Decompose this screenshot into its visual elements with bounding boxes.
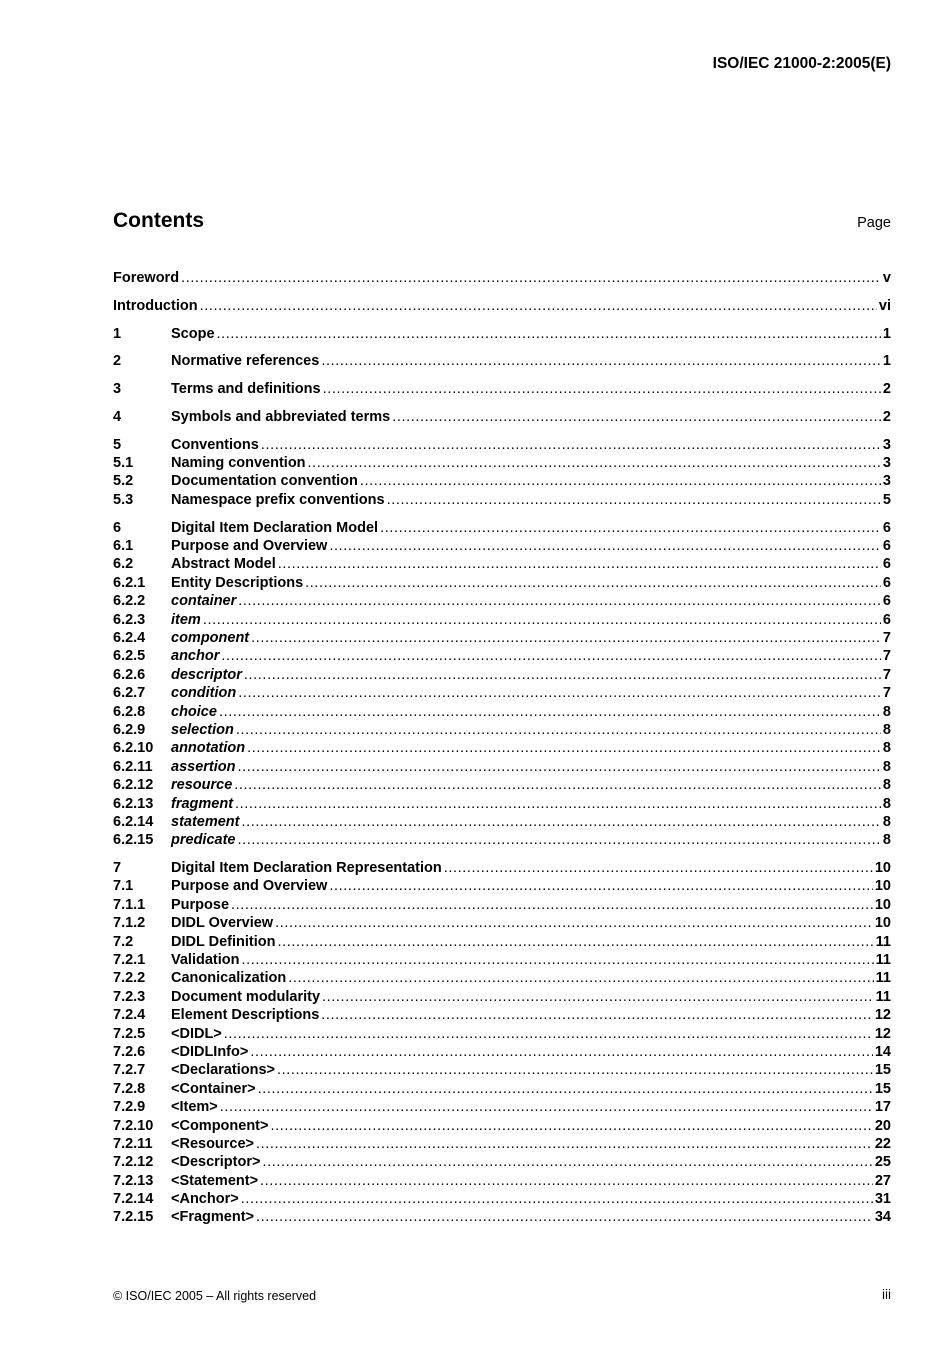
toc-dot-leader [236, 721, 881, 739]
toc-entry[interactable] [113, 436, 891, 454]
toc-entry-page: 17 [874, 1099, 891, 1116]
toc-dot-leader [235, 795, 881, 813]
toc-entry-title: resource [171, 777, 233, 794]
toc-dot-leader [256, 1135, 873, 1153]
toc-entry-number: 6.2.4 [113, 629, 146, 646]
toc-entry[interactable] [113, 1006, 891, 1024]
toc-entry-number: 6.2.6 [113, 666, 146, 683]
toc-entry-page: 11 [875, 970, 891, 987]
toc-entry-page: 6 [882, 538, 891, 555]
footer-copyright: © ISO/IEC 2005 – All rights reserved [113, 1289, 317, 1303]
toc-entry-title: Scope [171, 325, 215, 342]
toc-entry-page: 15 [874, 1062, 891, 1079]
toc-entry[interactable] [113, 325, 891, 343]
toc-entry[interactable] [113, 297, 891, 315]
toc-entry[interactable] [113, 758, 891, 776]
toc-dot-leader [308, 454, 881, 472]
toc-dot-leader [288, 969, 873, 987]
toc-entry-page: 8 [882, 795, 891, 812]
toc-dot-leader [321, 1006, 873, 1024]
toc-entry[interactable] [113, 684, 891, 702]
toc-entry-number: 7 [113, 860, 122, 877]
toc-entry-title: DIDL Overview [171, 915, 274, 932]
table-of-contents [113, 269, 891, 1227]
toc-dot-leader [277, 933, 873, 951]
toc-entry-title: condition [171, 685, 237, 702]
toc-entry[interactable] [113, 795, 891, 813]
toc-entry-title: <Statement> [171, 1172, 259, 1189]
toc-entry[interactable] [113, 969, 891, 987]
toc-entry[interactable] [113, 914, 891, 932]
toc-entry[interactable] [113, 1061, 891, 1079]
toc-entry-page: 6 [882, 611, 891, 628]
toc-entry-page: 25 [874, 1154, 891, 1171]
toc-entry[interactable] [113, 813, 891, 831]
toc-entry-number: 7.2.1 [113, 952, 146, 969]
toc-entry-title: Validation [171, 952, 240, 969]
toc-entry[interactable] [113, 1208, 891, 1226]
toc-entry[interactable] [113, 647, 891, 665]
toc-entry-title: <DIDLInfo> [171, 1043, 249, 1060]
toc-entry-title: assertion [171, 758, 236, 775]
toc-dot-leader [219, 703, 881, 721]
toc-dot-leader [234, 776, 881, 794]
toc-entry-page: 27 [874, 1172, 891, 1189]
toc-entry-title: item [171, 611, 201, 628]
toc-entry[interactable] [113, 831, 891, 849]
toc-entry[interactable] [113, 408, 891, 426]
toc-entry-number: 6.2 [113, 556, 134, 573]
toc-dot-leader [275, 914, 873, 932]
toc-entry-number: 6.2.14 [113, 813, 154, 830]
toc-entry-number: 6.2.15 [113, 832, 154, 849]
toc-entry-title: DIDL Definition [171, 933, 276, 950]
toc-entry[interactable] [113, 1043, 891, 1061]
toc-entry-number: 7.2.11 [113, 1135, 153, 1152]
toc-entry-title: Terms and definitions [171, 381, 321, 398]
toc-entry-title: statement [171, 813, 240, 830]
toc-entry-number: 1 [113, 325, 122, 342]
toc-entry[interactable] [113, 611, 891, 629]
toc-entry-title: Entity Descriptions [171, 574, 304, 591]
toc-entry[interactable] [113, 1135, 891, 1153]
toc-entry-number: 7.2.13 [113, 1172, 154, 1189]
toc-entry[interactable] [113, 933, 891, 951]
toc-entry-page: 1 [882, 325, 891, 342]
toc-entry-number: 7.2.5 [113, 1025, 146, 1042]
toc-entry-page: 1 [882, 353, 891, 370]
toc-entry[interactable] [113, 491, 891, 509]
toc-entry-page: 6 [882, 593, 891, 610]
toc-entry-page: 8 [882, 813, 891, 830]
toc-entry-title: <Fragment> [171, 1209, 254, 1226]
toc-dot-leader [237, 831, 880, 849]
toc-dot-leader [262, 1153, 872, 1171]
toc-entry[interactable] [113, 454, 891, 472]
toc-entry[interactable] [113, 629, 891, 647]
toc-entry-title: <Component> [171, 1117, 269, 1134]
toc-entry[interactable] [113, 269, 891, 287]
toc-entry-number: 6.2.13 [113, 795, 154, 812]
toc-entry[interactable] [113, 721, 891, 739]
toc-entry-page: 14 [874, 1043, 891, 1060]
toc-dot-leader [217, 325, 881, 343]
toc-entry-number: 7.2.14 [113, 1191, 154, 1208]
toc-entry-page: 12 [874, 1025, 891, 1042]
toc-entry-number: 6.2.9 [113, 721, 146, 738]
toc-entry-page: 8 [882, 758, 891, 775]
toc-entry-title: selection [171, 721, 234, 738]
toc-entry-number: 7.2.3 [113, 988, 146, 1005]
toc-entry-number: 7.2.15 [113, 1209, 154, 1226]
toc-entry-page: 6 [882, 556, 891, 573]
toc-entry-title: Introduction [113, 297, 198, 314]
toc-entry-title: Naming convention [171, 455, 306, 472]
toc-entry-page: 15 [874, 1080, 891, 1097]
toc-dot-leader [231, 896, 873, 914]
toc-entry-title: Purpose and Overview [171, 878, 328, 895]
toc-entry-page: 10 [874, 860, 891, 877]
toc-dot-leader [323, 380, 881, 398]
toc-entry-number: 6.2.2 [113, 593, 146, 610]
toc-entry-number: 6.2.7 [113, 685, 146, 702]
toc-entry-number: 3 [113, 381, 122, 398]
toc-dot-leader [444, 859, 873, 877]
toc-dot-leader [220, 1098, 873, 1116]
toc-entry-number: 6.2.11 [113, 758, 153, 775]
toc-entry-title: <Declarations> [171, 1062, 275, 1079]
toc-dot-leader [260, 1172, 873, 1190]
toc-entry-page: 8 [882, 777, 891, 794]
toc-entry-page: 11 [875, 988, 891, 1005]
toc-entry-title: Document modularity [171, 988, 321, 1005]
toc-dot-leader [250, 1043, 873, 1061]
toc-entry-number: 7.1 [113, 878, 134, 895]
toc-entry-number: 7.1.2 [113, 915, 146, 932]
toc-entry-page: 8 [882, 703, 891, 720]
toc-entry-number: 4 [113, 408, 122, 425]
toc-entry[interactable] [113, 380, 891, 398]
toc-entry-number: 7.2.6 [113, 1043, 146, 1060]
toc-entry[interactable] [113, 703, 891, 721]
toc-entry-number: 6.2.5 [113, 648, 146, 665]
toc-entry-number: 6.2.3 [113, 611, 146, 628]
toc-dot-leader [360, 472, 881, 490]
toc-entry-number: 6 [113, 519, 122, 536]
toc-entry-title: choice [171, 703, 217, 720]
toc-entry-number: 6.2.1 [113, 574, 146, 591]
toc-entry[interactable] [113, 1172, 891, 1190]
toc-dot-leader [200, 297, 877, 315]
toc-entry-title: anchor [171, 648, 220, 665]
toc-entry-number: 7.2 [113, 933, 134, 950]
toc-dot-leader [203, 611, 881, 629]
toc-dot-leader [329, 537, 881, 555]
toc-entry-page: 3 [882, 436, 891, 453]
toc-entry[interactable] [113, 988, 891, 1006]
toc-entry[interactable] [113, 1025, 891, 1043]
toc-entry-number: 6.2.12 [113, 777, 154, 794]
toc-entry[interactable] [113, 519, 891, 537]
toc-dot-leader [256, 1208, 873, 1226]
toc-entry-title: Digital Item Declaration Representation [171, 860, 442, 877]
toc-entry[interactable] [113, 666, 891, 684]
toc-entry-page: 22 [874, 1135, 891, 1152]
toc-entry-page: 10 [874, 878, 891, 895]
page-column-label: Page [857, 215, 891, 231]
toc-entry-page: 6 [882, 519, 891, 536]
toc-dot-leader [221, 647, 881, 665]
toc-dot-leader [258, 1080, 873, 1098]
toc-entry-number: 7.2.8 [113, 1080, 146, 1097]
toc-entry-title: Element Descriptions [171, 1007, 320, 1024]
toc-entry-title: Canonicalization [171, 970, 287, 987]
toc-entry-title: Digital Item Declaration Model [171, 519, 379, 536]
toc-entry-number: 5.3 [113, 491, 134, 508]
toc-entry-title: Purpose [171, 896, 230, 913]
toc-dot-leader [224, 1025, 873, 1043]
toc-entry-page: 20 [874, 1117, 891, 1134]
toc-dot-leader [244, 666, 881, 684]
toc-entry-number: 2 [113, 353, 122, 370]
toc-dot-leader [242, 813, 881, 831]
toc-entry-page: v [882, 270, 891, 286]
toc-dot-leader [242, 951, 874, 969]
toc-entry-number: 7.2.9 [113, 1099, 146, 1116]
toc-entry[interactable] [113, 1190, 891, 1208]
toc-dot-leader [238, 684, 881, 702]
toc-entry-title: component [171, 629, 250, 646]
toc-entry[interactable] [113, 776, 891, 794]
toc-dot-leader [247, 739, 881, 757]
toc-entry-page: 3 [882, 455, 891, 472]
toc-entry-number: 6.2.8 [113, 703, 146, 720]
toc-entry-number: 5.1 [113, 455, 134, 472]
toc-entry-title: <Item> [171, 1099, 218, 1116]
toc-entry-title: <Container> [171, 1080, 256, 1097]
toc-dot-leader [392, 408, 881, 426]
toc-entry[interactable] [113, 574, 891, 592]
toc-dot-leader [241, 1190, 873, 1208]
toc-entry[interactable] [113, 896, 891, 914]
toc-entry[interactable] [113, 1153, 891, 1171]
toc-entry[interactable] [113, 1117, 891, 1135]
toc-entry-title: Normative references [171, 353, 320, 370]
toc-entry-page: 2 [882, 381, 891, 398]
toc-entry[interactable] [113, 1080, 891, 1098]
toc-entry-title: Abstract Model [171, 556, 276, 573]
toc-entry-title: <Resource> [171, 1135, 255, 1152]
toc-entry[interactable] [113, 352, 891, 370]
toc-entry-page: 2 [882, 408, 891, 425]
toc-entry-number: 7.1.1 [113, 896, 146, 913]
toc-entry-page: 7 [882, 685, 891, 702]
toc-entry-title: Documentation convention [171, 473, 358, 490]
toc-entry-title: <Descriptor> [171, 1154, 261, 1171]
toc-entry-page: vi [878, 297, 891, 314]
toc-entry[interactable] [113, 877, 891, 895]
toc-entry-number: 7.2.10 [113, 1117, 154, 1134]
toc-entry-number: 5 [113, 436, 122, 453]
toc-entry-page: 11 [875, 933, 891, 950]
toc-entry-page: 7 [882, 629, 891, 646]
toc-entry-title: Purpose and Overview [171, 538, 328, 555]
toc-entry-title: fragment [171, 795, 234, 812]
toc-entry-page: 8 [882, 740, 891, 757]
toc-dot-leader [329, 877, 873, 895]
toc-dot-leader [305, 574, 881, 592]
toc-entry-page: 7 [882, 648, 891, 665]
toc-entry-page: 11 [875, 952, 891, 969]
toc-entry-page: 31 [874, 1191, 891, 1208]
toc-entry[interactable] [113, 555, 891, 573]
toc-entry[interactable] [113, 859, 891, 877]
toc-dot-leader [237, 758, 880, 776]
toc-entry-page: 10 [874, 896, 891, 913]
toc-entry-page: 7 [882, 666, 891, 683]
toc-dot-leader [261, 436, 881, 454]
toc-dot-leader [238, 592, 881, 610]
toc-dot-leader [321, 352, 881, 370]
toc-entry-page: 34 [874, 1209, 891, 1226]
toc-dot-leader [270, 1117, 872, 1135]
toc-entry[interactable] [113, 472, 891, 490]
toc-entry-number: 7.2.2 [113, 970, 146, 987]
toc-entry-number: 7.2.12 [113, 1154, 154, 1171]
toc-entry-title: descriptor [171, 666, 242, 683]
toc-entry-title: annotation [171, 740, 246, 757]
toc-dot-leader [322, 988, 874, 1006]
toc-entry-page: 3 [882, 473, 891, 490]
toc-entry-page: 6 [882, 574, 891, 591]
toc-entry-page: 8 [882, 721, 891, 738]
toc-entry-page: 12 [874, 1007, 891, 1024]
toc-entry-title: Symbols and abbreviated terms [171, 408, 391, 425]
footer-page-number: iii [882, 1287, 891, 1302]
toc-dot-leader [251, 629, 881, 647]
toc-entry[interactable] [113, 951, 891, 969]
toc-entry-title: predicate [171, 832, 236, 849]
toc-entry-number: 6.2.10 [113, 740, 154, 757]
toc-entry-number: 5.2 [113, 473, 134, 490]
toc-entry-page: 10 [874, 915, 891, 932]
toc-entry-title: Namespace prefix conventions [171, 491, 385, 508]
toc-entry-number: 7.2.4 [113, 1007, 146, 1024]
toc-entry-number: 6.1 [113, 538, 134, 555]
toc-dot-leader [277, 1061, 873, 1079]
document-id: ISO/IEC 21000-2:2005(E) [712, 55, 891, 72]
toc-entry[interactable] [113, 592, 891, 610]
toc-entry-title: Foreword [113, 270, 180, 286]
toc-entry-title: <DIDL> [171, 1025, 222, 1042]
toc-dot-leader [278, 555, 881, 573]
toc-entry-page: 5 [882, 491, 891, 508]
toc-entry-page: 8 [882, 832, 891, 849]
contents-title: Contents [113, 209, 204, 232]
toc-entry[interactable] [113, 739, 891, 757]
toc-dot-leader [387, 491, 881, 509]
toc-entry-title: container [171, 593, 237, 610]
toc-entry[interactable] [113, 1098, 891, 1116]
toc-dot-leader [181, 269, 881, 287]
toc-entry-number: 7.2.7 [113, 1062, 146, 1079]
toc-entry-title: Conventions [171, 436, 259, 453]
toc-entry[interactable] [113, 537, 891, 555]
toc-dot-leader [380, 519, 881, 537]
toc-entry-title: <Anchor> [171, 1191, 239, 1208]
